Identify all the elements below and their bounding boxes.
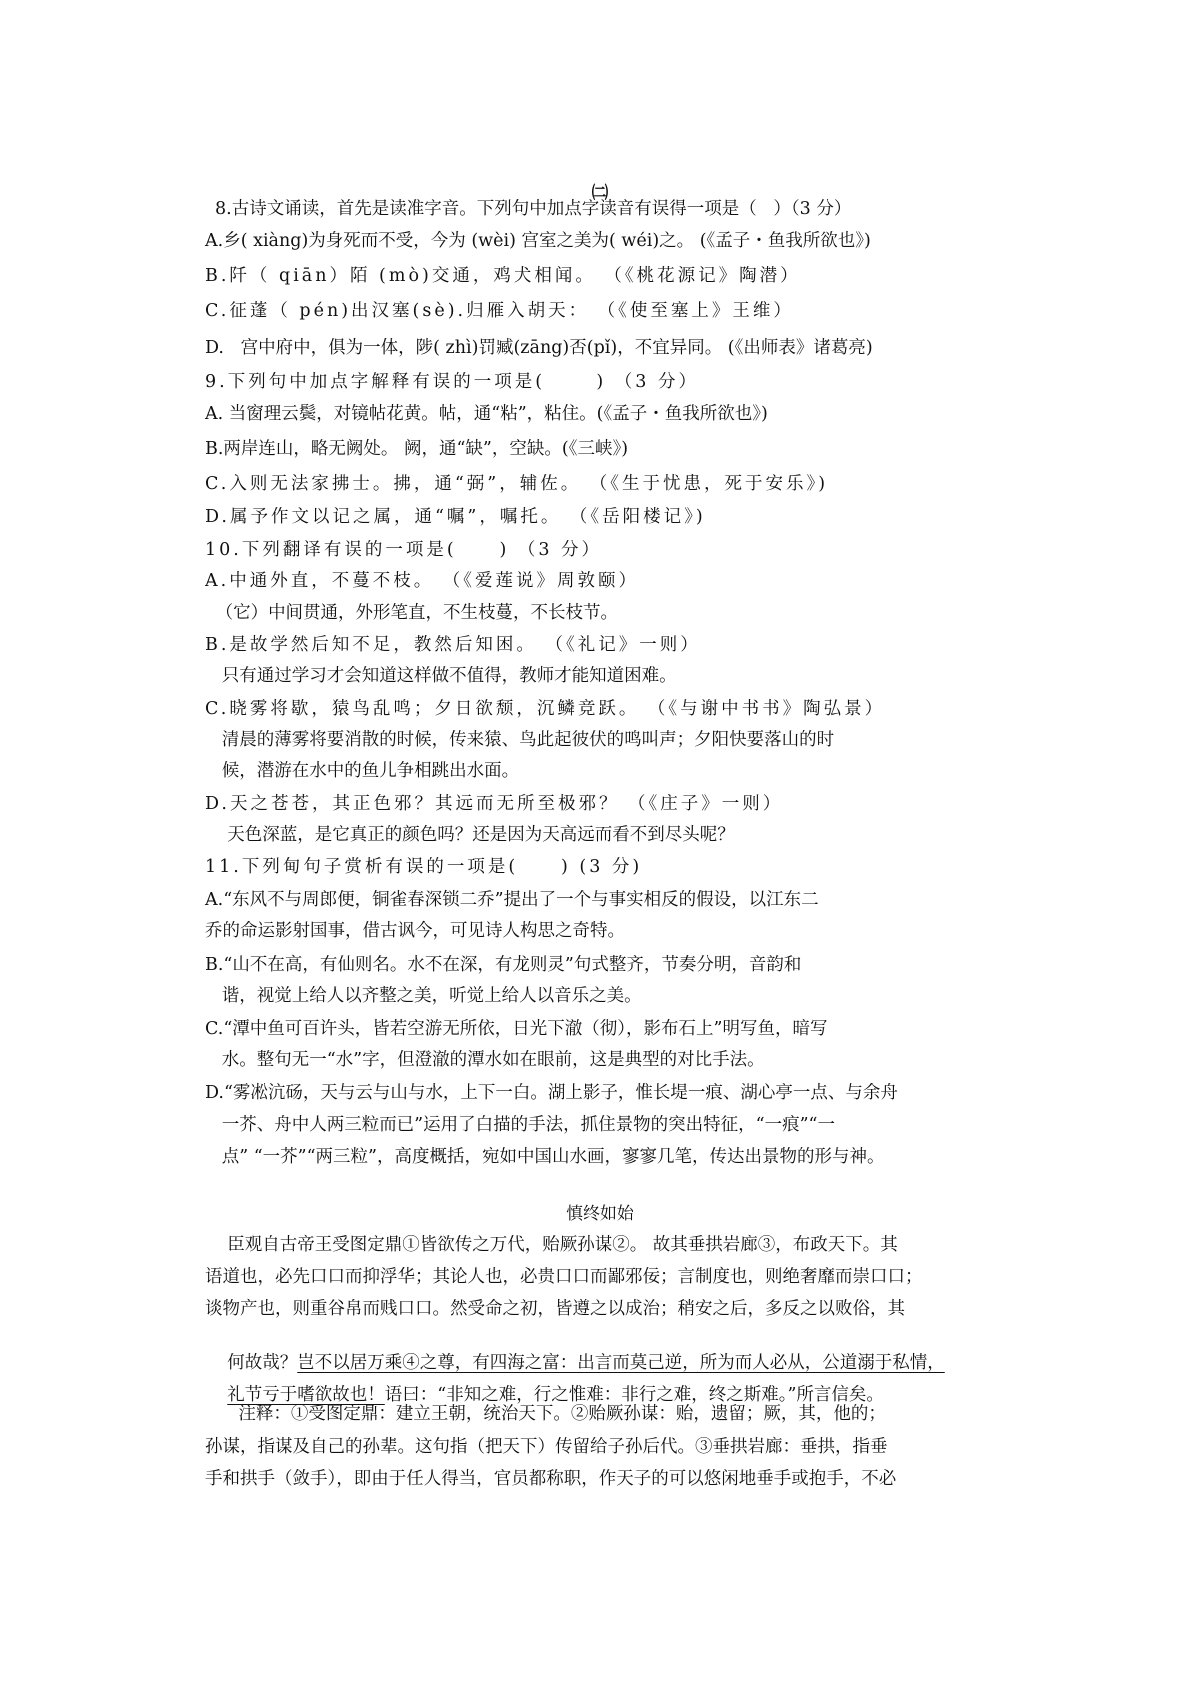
- q10-option-d-translation: 天色深蓝，是它真正的颜色吗？还是因为天高远而看不到尽头呢？: [205, 825, 735, 845]
- q11-option-c-2: 水。整句无一“水”字，但澄澈的潭水如在眼前，这是典型的对比手法。: [205, 1050, 765, 1070]
- q11-option-b-1: B.“山不在高，有仙则名。水不在深，有龙则灵”句式整齐，节奏分明，音韵和: [205, 955, 802, 975]
- question-8-stem: 8.古诗文诵读，首先是读准字音。下列句中加点字读音有误得一项是（ ）（3 分）: [215, 199, 852, 219]
- notes-line-2: 孙谋，指谋及自己的孙辈。这句指（把天下）传留给子孙后代。③垂拱岩廊：垂拱，指垂: [205, 1437, 888, 1457]
- passage-line-5-tail: 语曰：“非知之难，行之惟难：非行之难，终之斯难。”所言信矣。: [384, 1385, 884, 1405]
- q8-option-b: B.阡（ qiān）陌 (mò)交通，鸡犬相闻。 （《桃花源记》陶潜）: [205, 266, 801, 286]
- q10-option-b: B.是故学然后知不足，教然后知困。 （《礼记》一则）: [205, 635, 701, 655]
- question-11-stem: 11.下列甸句子赏析有误的一项是( ) (3 分): [205, 857, 643, 877]
- passage-line-1: 臣观自古帝王受图定鼎①皆欲传之万代，贻厥孙谋②。 故其垂拱岩廊③，布政天下。其: [205, 1235, 898, 1255]
- passage-title: 慎终如始: [566, 1203, 634, 1223]
- notes-line-3: 手和拱手（敛手），即由于任人得当，官员都称职，作天子的可以悠闲地垂手或抱手，不必: [205, 1469, 897, 1489]
- underlined-sentence-part-1: 岂不以居万乘④之尊，有四海之富：出言而莫己逆，所为而人必从，公道溺于私情，: [297, 1353, 945, 1373]
- question-10-stem: 10.下列翻译有误的一项是( ) （3 分）: [205, 540, 603, 560]
- passage-line-3: 谈物产也，则重谷帛而贱口口。然受命之初，皆遵之以成治；稍安之后，多反之以败俗，其: [205, 1299, 905, 1319]
- underlined-sentence-part-2: 礼节亏于嗜欲故也！: [227, 1385, 385, 1405]
- section-marker: ㈡: [591, 183, 609, 202]
- q8-option-d: D. 宫中府中，俱为一体，陟( zhì)罚臧(zāng)否(pǐ)，不宜异同。 (《出师表》诸葛亮): [205, 338, 873, 358]
- q10-option-c-translation-2: 候，潜游在水中的鱼儿争相跳出水面。: [205, 761, 520, 781]
- q10-option-c: C.晓雾将歇，猿鸟乱鸣；夕日欲颓，沉鳞竞跃。 （《与谢中书书》陶弘景）: [205, 699, 886, 719]
- q9-option-a: A. 当窗理云鬓，对镜帖花黄。帖，通“粘”，粘住。(《孟子・鱼我所欲也》): [205, 404, 768, 424]
- q10-option-b-translation: 只有通过学习才会知道这样做不值得，教师才能知道困难。: [205, 666, 677, 686]
- q11-option-d-3: 点” “一芥”“两三粒”，高度概括，宛如中国山水画，寥寥几笔，传达出景物的形与神。: [205, 1147, 885, 1167]
- q8-option-a: A.乡( xiàng)为身死而不受，今为 (wèi) 宫室之美为( wéi)之。 (《孟子・鱼我所欲也》): [205, 231, 871, 251]
- notes-line-1: 注释：①受图定鼎：建立王朝，统治天下。②贻厥孙谋：贻，遗留；厥，其，他的；: [205, 1404, 886, 1424]
- q11-option-b-2: 谐，视觉上给人以齐整之美，听觉上给人以音乐之美。: [205, 986, 642, 1006]
- q10-option-c-translation-1: 清晨的薄雾将要消散的时候，传来猿、鸟此起彼伏的鸣叫声；夕阳快要落山的时: [205, 730, 835, 750]
- q11-option-d-1: D.“雾凇沆砀，天与云与山与水，上下一白。湖上影子，惟长堤一痕、湖心亭一点、与余舟: [205, 1083, 898, 1103]
- q11-option-d-2: 一芥、舟中人两三粒而已”运用了白描的手法，抓住景物的突出特征，“一痕”“一: [205, 1115, 835, 1135]
- q9-option-c: C.入则无法家拂士。拂，通“弼”，辅佐。 （《生于忧患，死于安乐》): [205, 474, 829, 494]
- passage-line-4-lead: 何故哉？: [227, 1353, 298, 1373]
- q10-option-d: D.天之苍苍，其正色邪？其远而无所至极邪？ （《庄子》一则）: [205, 794, 784, 814]
- q9-option-b: B.两岸连山，略无阙处。 阙，通“缺”，空缺。(《三峡》): [205, 439, 629, 459]
- passage-line-2: 语道也，必先口口而抑浮华；其论人也，必贵口口而鄙邪佞；言制度也，则绝奢靡而崇口口；: [205, 1267, 923, 1287]
- question-9-stem: 9.下列句中加点字解释有误的一项是( ) （3 分）: [205, 372, 699, 392]
- q11-option-a-1: A.“东风不与周郎便，铜雀春深锁二乔”提出了一个与事实相反的假设，以江东二: [205, 890, 819, 910]
- q8-option-c: C.征蓬（ pén)出汉塞(sè).归雁入胡天： （《使至塞上》王维）: [205, 301, 794, 321]
- q10-option-a: A.中通外直，不蔓不枝。 （《爱莲说》周敦颐）: [205, 571, 640, 591]
- q11-option-c-1: C.“潭中鱼可百许头，皆若空游无所依，日光下澈（彻），影布石上”明写鱼，暗写: [205, 1019, 828, 1039]
- q11-option-a-2: 乔的命运影射国事，借古讽今，可见诗人构思之奇特。: [205, 921, 625, 941]
- q9-option-d: D.属予作文以记之属，通“嘱”，嘱托。 （《岳阳楼记》): [205, 507, 706, 527]
- q10-option-a-translation: （它）中间贯通，外形笔直，不生枝蔓，不长枝节。: [210, 603, 619, 623]
